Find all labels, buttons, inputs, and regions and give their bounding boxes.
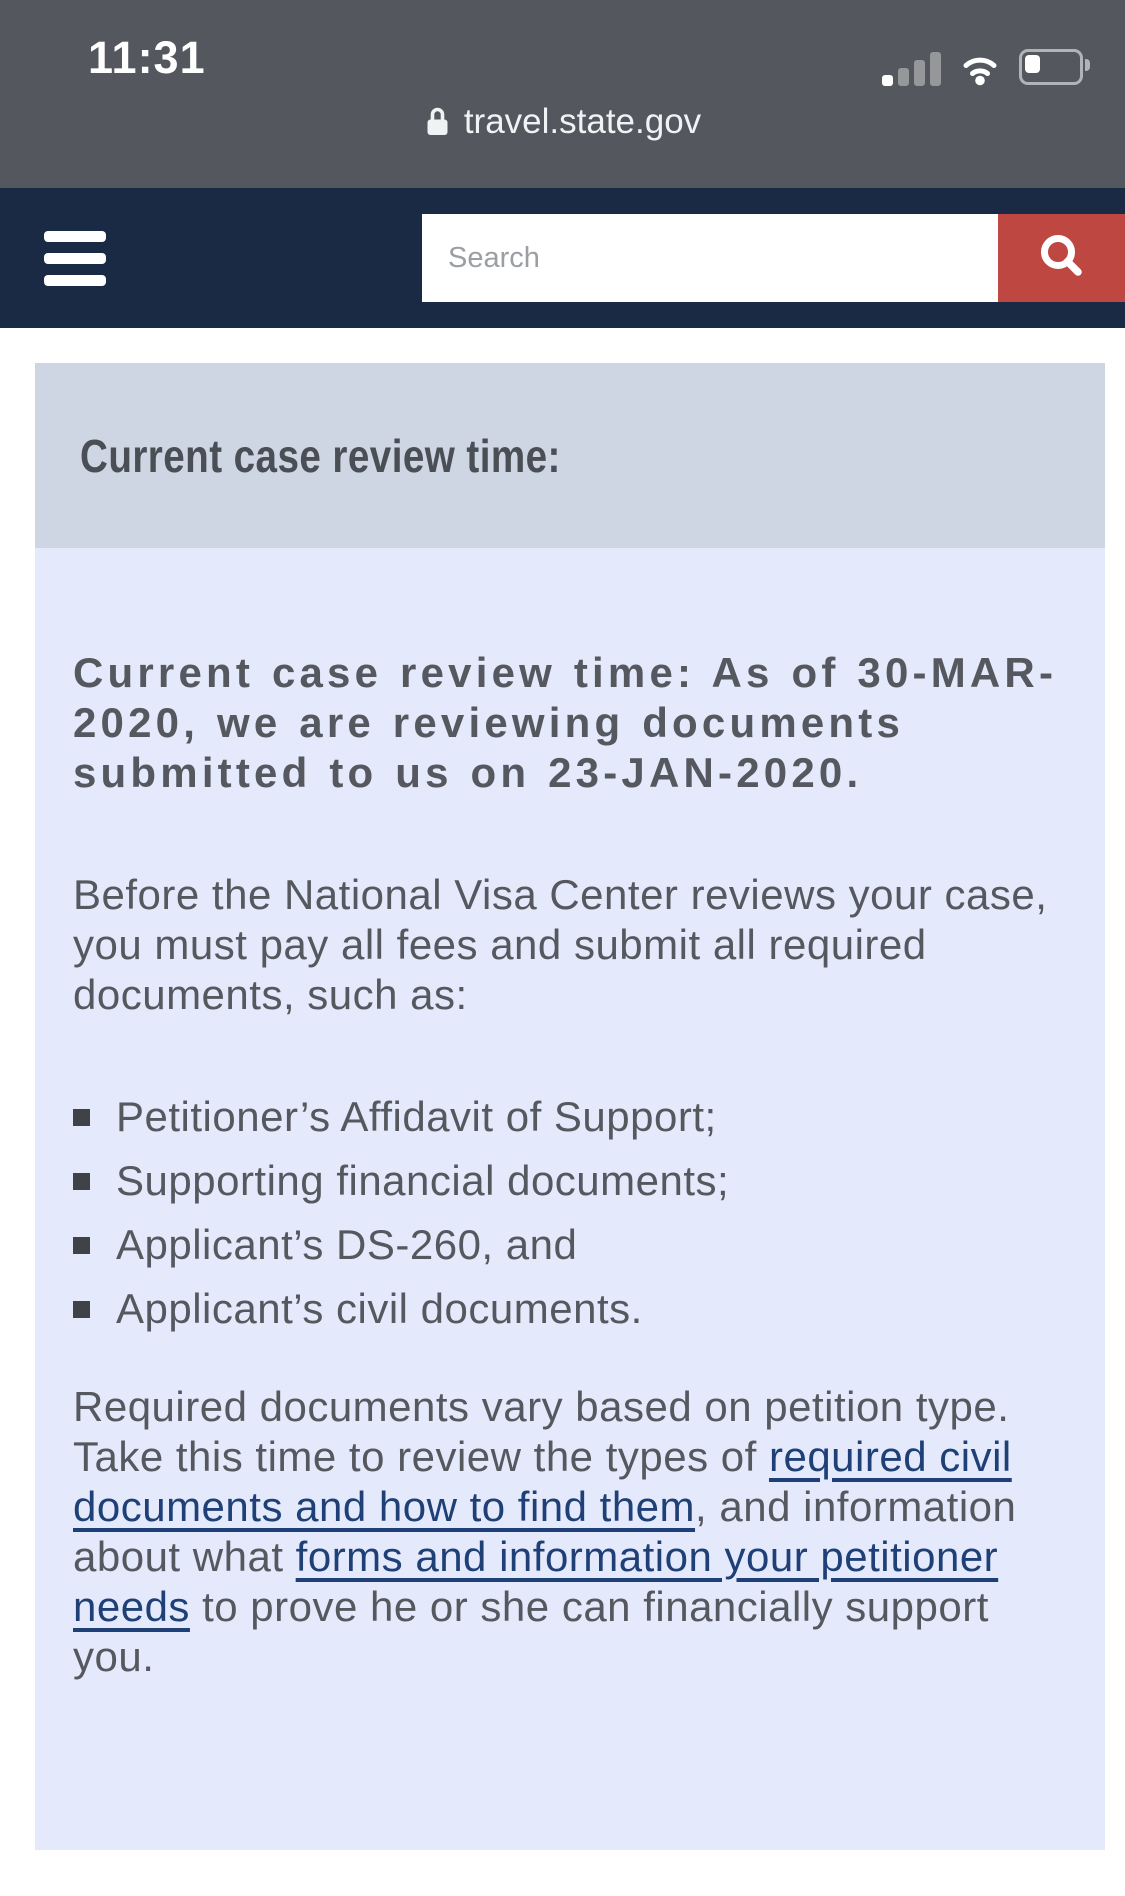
list-item-text: Applicant’s civil documents.: [116, 1285, 643, 1332]
search-input[interactable]: [422, 214, 998, 302]
cellular-signal-icon: [882, 50, 941, 88]
square-bullet-icon: [73, 1237, 90, 1254]
list-item-text: Supporting financial documents;: [116, 1157, 730, 1204]
list-item-text: Petitioner’s Affidavit of Support;: [116, 1093, 717, 1140]
text-segment: Required documents vary based on petition type. Take this time to review the types of: [73, 1383, 1010, 1480]
link-required-civil-documents[interactable]: required civil documents and how to find them: [73, 1433, 1012, 1530]
text-segment: , and information about what: [73, 1483, 1017, 1580]
square-bullet-icon: [73, 1301, 90, 1318]
list-item: [73, 1092, 1069, 1142]
search-bar: [422, 214, 1125, 302]
text-segment: to prove he or she can financially support you.: [73, 1583, 989, 1680]
list-item: [73, 1156, 1069, 1206]
battery-icon: [1019, 49, 1083, 85]
required-docs-paragraph: [73, 1382, 1069, 1682]
url-text: travel.state.gov: [463, 102, 702, 141]
list-item: [73, 1220, 1069, 1270]
case-review-card: [35, 363, 1105, 1850]
card-body: [35, 548, 1105, 1850]
status-icons: [882, 48, 1083, 88]
spacer: [0, 328, 1125, 363]
intro-paragraph: Before the National Visa Center reviews your case, you must pay all fees and submit all required documents, such as:: [73, 871, 1048, 1018]
site-header: [0, 188, 1125, 328]
card-header-band: [35, 363, 1105, 548]
page-title: Current case review time:: [80, 429, 561, 482]
clock-time: 11:31: [88, 32, 206, 83]
status-bar: [0, 0, 1125, 188]
search-icon: [1033, 229, 1091, 287]
search-button[interactable]: [998, 214, 1125, 302]
link-forms-information-petitioner-needs[interactable]: forms and information your petitioner needs: [73, 1533, 999, 1630]
square-bullet-icon: [73, 1173, 90, 1190]
list-item: [73, 1284, 1069, 1334]
review-time-notice: Current case review time: As of 30-MAR-2020, we are reviewing documents submitted to us on 23-JAN-2020.: [73, 649, 1058, 796]
square-bullet-icon: [73, 1109, 90, 1126]
address-bar[interactable]: [0, 94, 1125, 150]
required-documents-list: [73, 1092, 1069, 1334]
list-item-text: Applicant’s DS-260, and: [116, 1221, 578, 1268]
menu-icon[interactable]: [44, 231, 106, 286]
wifi-icon: [957, 50, 1003, 88]
lock-icon: [424, 104, 451, 140]
